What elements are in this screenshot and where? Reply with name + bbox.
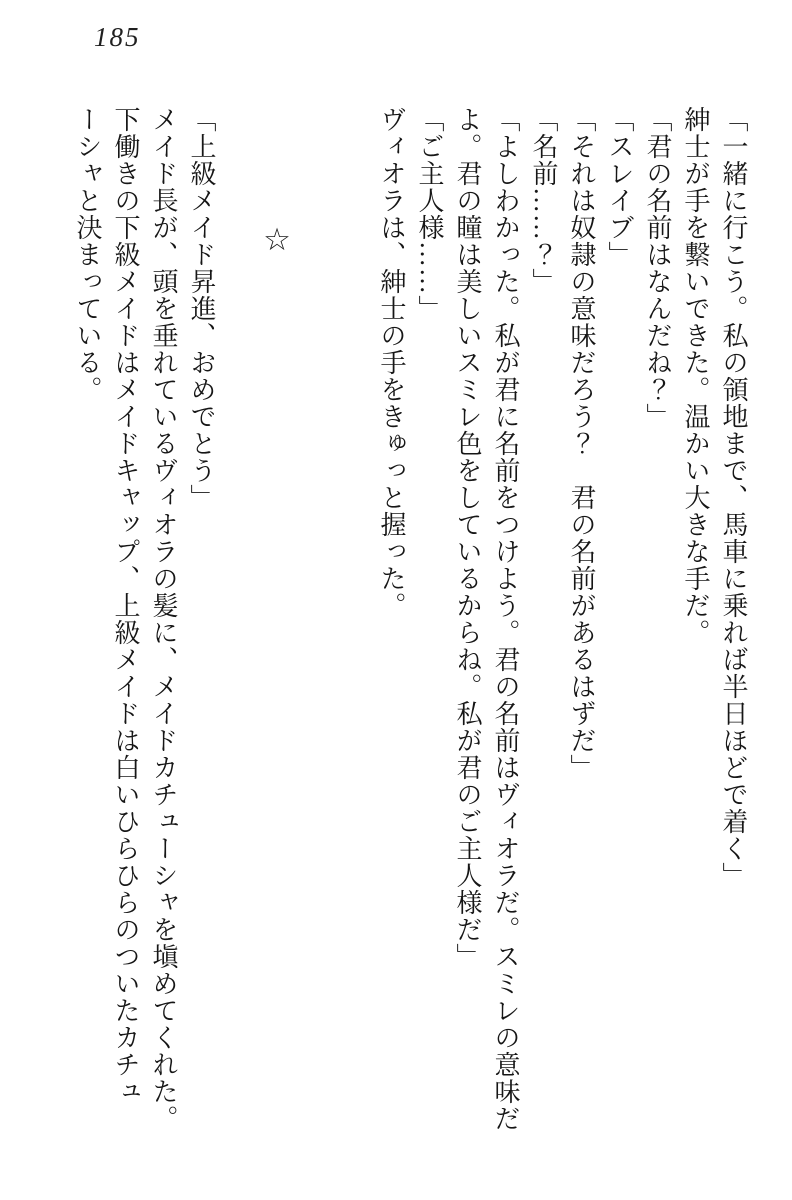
vertical-text-block [68,106,752,1142]
text-column: 「名前……？」 [529,106,558,295]
page-number: 185 [94,22,141,52]
text-column: 紳士が手を繋いできた。温かい大きな手だ。 [681,106,710,646]
text-column: 「一緒に行こう。私の領地まで、馬車に乗れば半日ほどで着く」 [719,106,748,889]
star-icon: ☆ [260,222,295,259]
blank-column [334,106,372,1142]
text-column: 「ご主人様……」 [415,106,444,322]
text-column: 「スレイブ」 [605,106,634,268]
text-column: 「よしわかった。私が君に名前をつけよう。君の名前はヴィオラだ。スミレの意味だ [491,106,520,1132]
text-column: よ。君の瞳は美しいスミレ色をしているからね。私が君のご主人様だ」 [453,106,482,970]
section-break [258,106,296,1142]
text-column: ヴィオラは、紳士の手をきゅっと握った。 [377,106,406,619]
text-column: メイド長が、頭を垂れているヴィオラの髪に、メイドカチューシャを塡めてくれた。 [149,106,178,1132]
blank-column [220,106,258,1142]
text-column: 下働きの下級メイドはメイドキャップ、上級メイドは白いひらひらのついたカチュ [111,106,140,1105]
text-column: 「君の名前はなんだね？」 [643,106,672,430]
text-column: ーシャと決まっている。 [73,106,102,403]
text-column: 「上級メイド昇進、おめでとう」 [187,106,216,511]
text-column: 「それは奴隷の意味だろう？ 君の名前があるはずだ」 [567,106,596,781]
blank-column [296,106,334,1142]
